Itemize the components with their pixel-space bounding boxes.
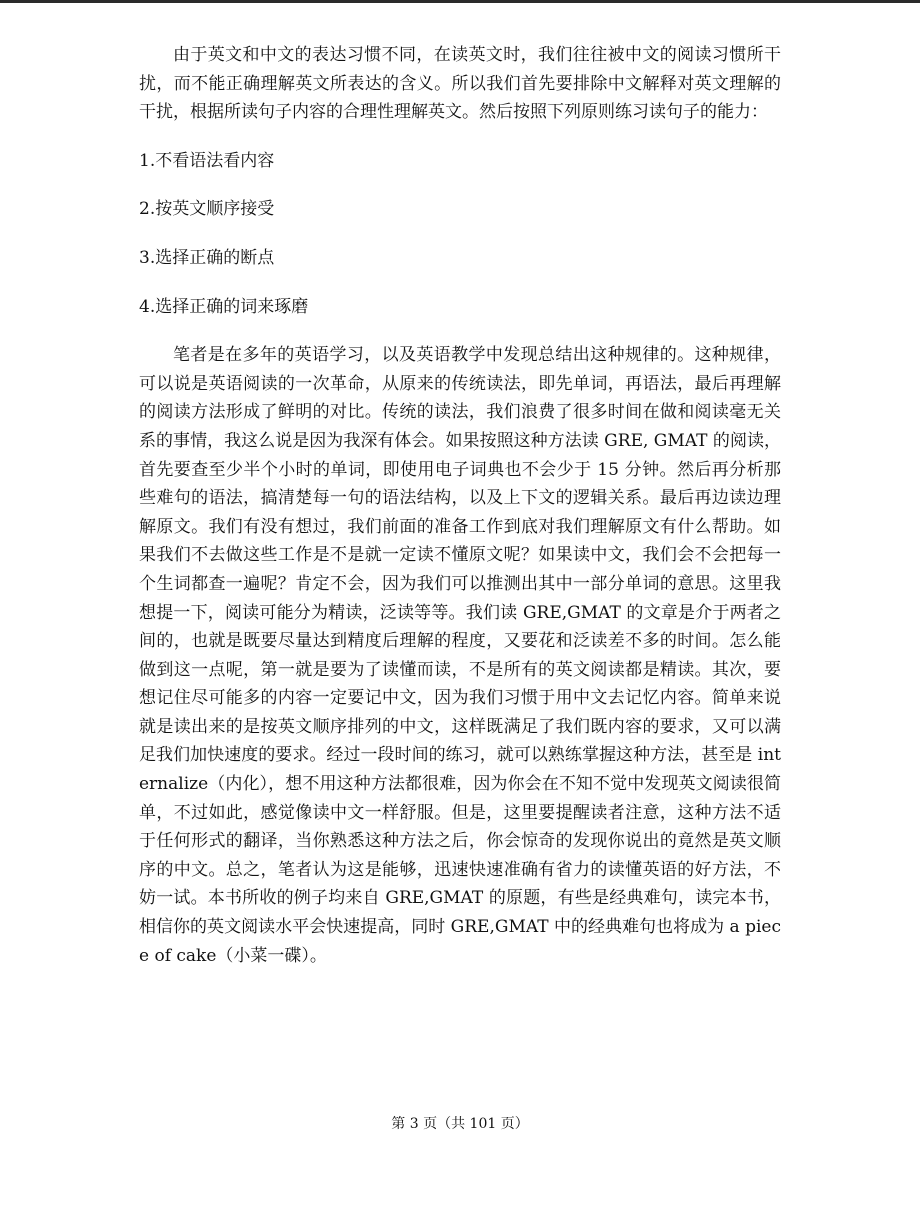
main-paragraph: 笔者是在多年的英语学习，以及英语教学中发现总结出这种规律的。这种规律，可以说是英语阅读的一次革命，从原来的传统读法，即先单词，再语法，最后再理解的阅读方法形成了鲜明的对比。传统的读法，我们浪费了很多时间在做和阅读毫无关系的事情，我这么说是因为我深有体会。如果按照这种方法读 GRE, GMAT 的阅读，首先要查至少半个小时的单词，即使用电子词典也不会少于 15 分钟。然后再分析那些难句的语法，搞清楚每一句的语法结构，以及上下文的逻辑关系。最后再边读边理解原文。我们有没有想过，我们前面的准备工作到底对我们理解原文有什么帮助。如果我们不去做这些工作是不是就一定读不懂原文呢？如果读中文，我们会不会把每一个生词都查一遍呢？肯定不会，因为我们可以推测出其中一部分单词的意思。这里我想提一下，阅读可能分为精读，泛读等等。我们读 GRE,GMAT 的文章是介于两者之间的，也就是既要尽量达到精度后理解的程度，又要花和泛读差不多的时间。怎么能做到这一点呢，第一就是要为了读懂而读，不是所有的英文阅读都是精读。其次，要想记住尽可能多的内容一定要记中文，因为我们习惯于用中文去记忆内容。简单来说就是读出来的是按英文顺序排列的中文，这样既满足了我们既内容的要求，又可以满足我们加快速度的要求。经过一段时间的练习，就可以熟练掌握这种方法，甚至是 internalize（内化），想不用这种方法都很难，因为你会在不知不觉中发现英文阅读很简单，不过如此，感觉像读中文一样舒服。但是，这里要提醒读者注意，这种方法不适于任何形式的翻译，当你熟悉这种方法之后，你会惊奇的发现你说出的竟然是英文顺序的中文。总之，笔者认为这是能够，迅速快速准确有省力的读懂英语的好方法，不妨一试。本书所收的例子均来自 GRE,GMAT 的原题，有些是经典难句，读完本书，相信你的英文阅读水平会快速提高，同时 GRE,GMAT 中的经典难句也将成为 a piece of cake（小菜一碟）。 xyxy=(139,345,781,966)
principle-item-2: 2.按英文顺序接受 xyxy=(139,199,275,220)
top-border-rule xyxy=(0,0,920,3)
principle-item-3: 3.选择正确的断点 xyxy=(139,247,275,268)
principle-item-1: 1.不看语法看内容 xyxy=(139,150,275,171)
intro-paragraph: 由于英文和中文的表达习惯不同，在读英文时，我们往往被中文的阅读习惯所干扰，而不能正确理解英文所表达的含义。所以我们首先要排除中文解释对英文理解的干扰，根据所读句子内容的合理性理解英文。然后按照下列原则练习读句子的能力： xyxy=(139,45,781,123)
principle-item-4: 4.选择正确的词来琢磨 xyxy=(139,296,309,317)
page-body xyxy=(139,41,781,970)
page-number-footer: 第 3 页（共 101 页） xyxy=(391,1116,529,1132)
